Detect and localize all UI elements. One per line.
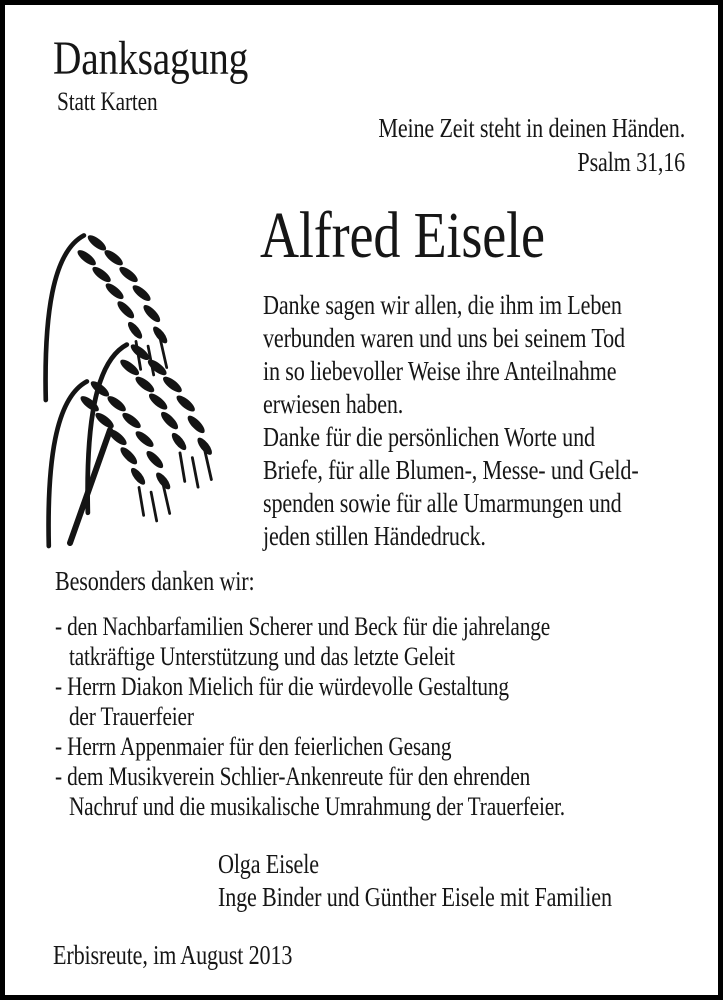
body-line: verbunden waren und uns bei seinem Tod (263, 323, 625, 353)
body-line: erwiesen haben. (263, 389, 404, 419)
scripture-quote (378, 111, 685, 179)
body-line: Briefe, für alle Blumen-, Messe- und Geld- (263, 455, 639, 485)
thanks-item-line: Nachruf und die musikalische Umrahmung der Trauerfeier. (68, 792, 565, 821)
quote-text: Meine Zeit steht in deinen Händen. (378, 113, 685, 143)
body-line: in so liebevoller Weise ihre Anteilnahme (263, 356, 617, 386)
thanks-item-line: tatkräftige Unterstützung und das letzte Geleit (68, 642, 455, 671)
thanks-item-line: der Trauerfeier (68, 702, 194, 731)
quote-source: Psalm 31,16 (577, 147, 685, 177)
signature: Inge Binder und Günther Eisele mit Familien (218, 882, 612, 912)
thanks-paragraph (263, 289, 639, 553)
body-line: Danke für die persönlichen Worte und (263, 422, 595, 452)
notice-title: Danksagung (53, 32, 249, 85)
thanks-item-line: - Herrn Appenmaier für den feierlichen Gesang (55, 732, 452, 761)
thanks-item-line: - dem Musikverein Schlier-Ankenreute für den ehrenden (55, 762, 531, 791)
signatures (218, 848, 612, 914)
thanks-item-line: - Herrn Diakon Mielich für die würdevolle Gestaltung (55, 672, 509, 701)
statt-karten-note: Statt Karten (57, 87, 158, 116)
body-line: Danke sagen wir allen, die ihm im Leben (263, 290, 622, 320)
special-thanks-list (55, 612, 565, 822)
wheat-ears-illustration (55, 225, 255, 540)
deceased-name: Alfred Eisele (260, 199, 545, 272)
wheat-ears-icon (55, 225, 255, 540)
body-line: jeden stillen Händedruck. (263, 521, 486, 551)
body-line: spenden sowie für alle Umarmungen und (263, 488, 622, 518)
special-thanks-heading: Besonders danken wir: (55, 566, 255, 596)
place-and-date: Erbisreute, im August 2013 (53, 940, 293, 970)
signature: Olga Eisele (218, 849, 319, 879)
thanks-item-line: - den Nachbarfamilien Scherer und Beck für die jahrelange (55, 612, 550, 641)
